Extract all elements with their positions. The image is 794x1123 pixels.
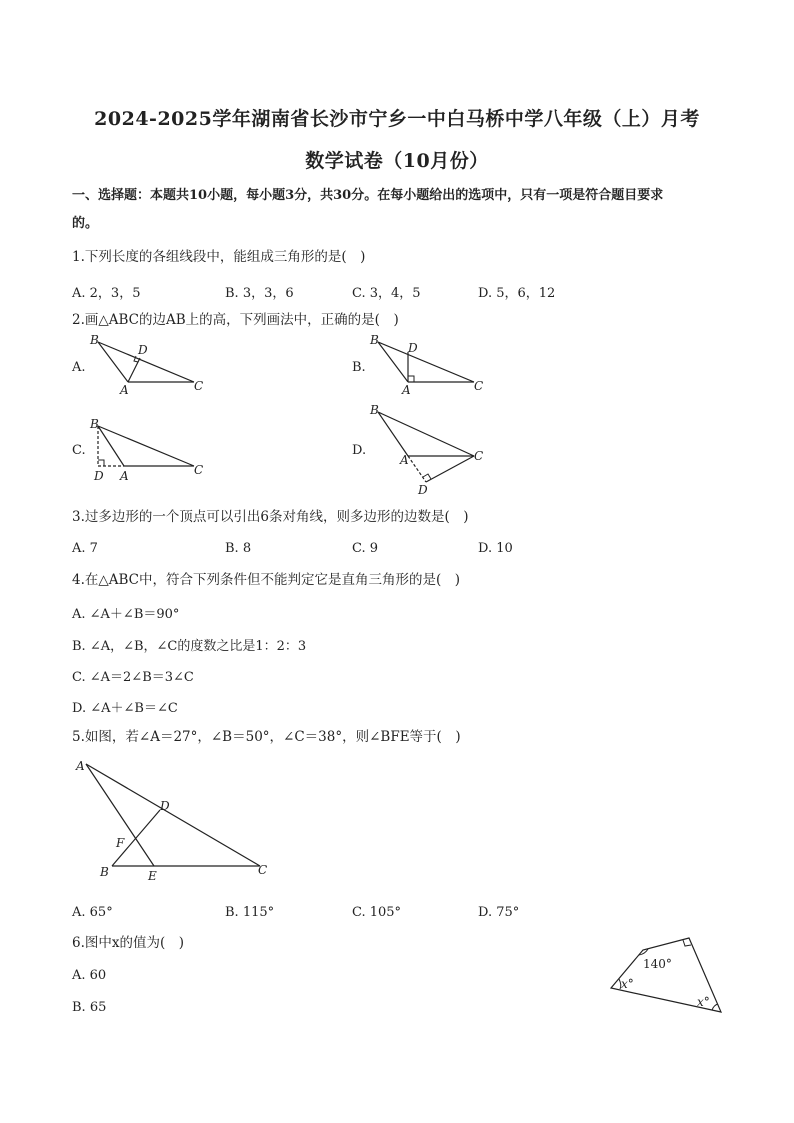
point-label-c: C (474, 449, 484, 463)
point-label-b: B (90, 333, 99, 347)
question-2-option-b-label: B. (352, 360, 366, 375)
question-4-option-b: B. ∠A，∠B，∠C的度数之比是1：2：3 (72, 639, 307, 654)
question-1-option-b: B. 3，3，6 (225, 286, 294, 301)
point-label-e: E (148, 869, 157, 883)
point-label-a: A (76, 759, 85, 773)
angle-label-x-right: x° (697, 995, 710, 1009)
point-label-c: C (194, 463, 204, 477)
point-label-d: D (418, 483, 428, 497)
point-label-c: C (194, 379, 204, 393)
question-3-option-b: B. 8 (225, 541, 252, 556)
question-2-option-d-label: D. (352, 443, 367, 458)
question-6-stem: 6.图中x的值为( ) (72, 935, 185, 951)
point-label-d: D (138, 343, 148, 357)
question-5-option-b: B. 115° (225, 905, 275, 920)
point-label-a: A (120, 383, 129, 397)
question-1-option-d: D. 5，6，12 (478, 286, 556, 301)
point-label-c: C (474, 379, 484, 393)
point-label-b: B (370, 333, 379, 347)
point-label-a: A (400, 453, 409, 467)
point-label-c: C (258, 863, 268, 877)
point-label-b: B (90, 417, 99, 431)
question-3-option-a: A. 7 (72, 541, 98, 556)
angle-label-140: 140° (643, 957, 672, 971)
question-1-option-c: C. 3，4，5 (352, 286, 421, 301)
question-5-option-a: A. 65° (72, 905, 113, 920)
question-4-option-d: D. ∠A＋∠B＝∠C (72, 701, 178, 716)
question-5-option-d: D. 75° (478, 905, 520, 920)
question-2-figure-b (364, 330, 494, 400)
question-1-option-a: A. 2，3，5 (72, 286, 141, 301)
question-2-option-a-label: A. (72, 360, 86, 375)
question-5-figure (70, 752, 290, 887)
question-5-stem: 5.如图，若∠A＝27°，∠B＝50°，∠C＝38°，则∠BFE等于( ) (72, 729, 461, 745)
point-label-d: D (94, 469, 104, 483)
question-4-stem: 4.在△ABC中，符合下列条件但不能判定它是直角三角形的是( ) (72, 572, 461, 588)
question-3-option-d: D. 10 (478, 541, 513, 556)
point-label-d: D (160, 799, 170, 813)
section-heading-line-2: 的。 (72, 216, 99, 231)
point-label-d: D (408, 341, 418, 355)
question-2-stem: 2.画△ABC的边AB上的高，下列画法中，正确的是( ) (72, 312, 399, 328)
question-4-option-a: A. ∠A＋∠B＝90° (72, 607, 180, 622)
question-6-figure (605, 930, 730, 1022)
question-2-figure-c (84, 412, 214, 484)
question-2-option-c-label: C. (72, 443, 86, 458)
question-4-option-c: C. ∠A＝2∠B＝3∠C (72, 670, 194, 685)
title-line-1: 2024-2025学年湖南省长沙市宁乡一中白马桥中学八年级（上）月考 (94, 108, 700, 130)
question-5-option-c: C. 105° (352, 905, 402, 920)
point-label-a: A (402, 383, 411, 397)
question-6-option-b: B. 65 (72, 1000, 107, 1015)
section-heading-line-1: 一、选择题：本题共10小题，每小题3分，共30分。在每小题给出的选项中，只有一项是符合题目要求 (72, 188, 664, 203)
point-label-f: F (116, 836, 125, 850)
point-label-b: B (100, 865, 109, 879)
point-label-b: B (370, 403, 379, 417)
question-2-figure-a (84, 330, 214, 400)
title-line-2: 数学试卷（10月份） (305, 150, 489, 172)
question-3-option-c: C. 9 (352, 541, 379, 556)
angle-label-x-left: x° (621, 977, 634, 991)
question-3-stem: 3.过多边形的一个顶点可以引出6条对角线，则多边形的边数是( ) (72, 509, 469, 525)
point-label-a: A (120, 469, 129, 483)
question-2-figure-d (364, 398, 494, 498)
question-1-stem: 1.下列长度的各组线段中，能组成三角形的是( ) (72, 249, 366, 265)
question-6-option-a: A. 60 (72, 968, 107, 983)
